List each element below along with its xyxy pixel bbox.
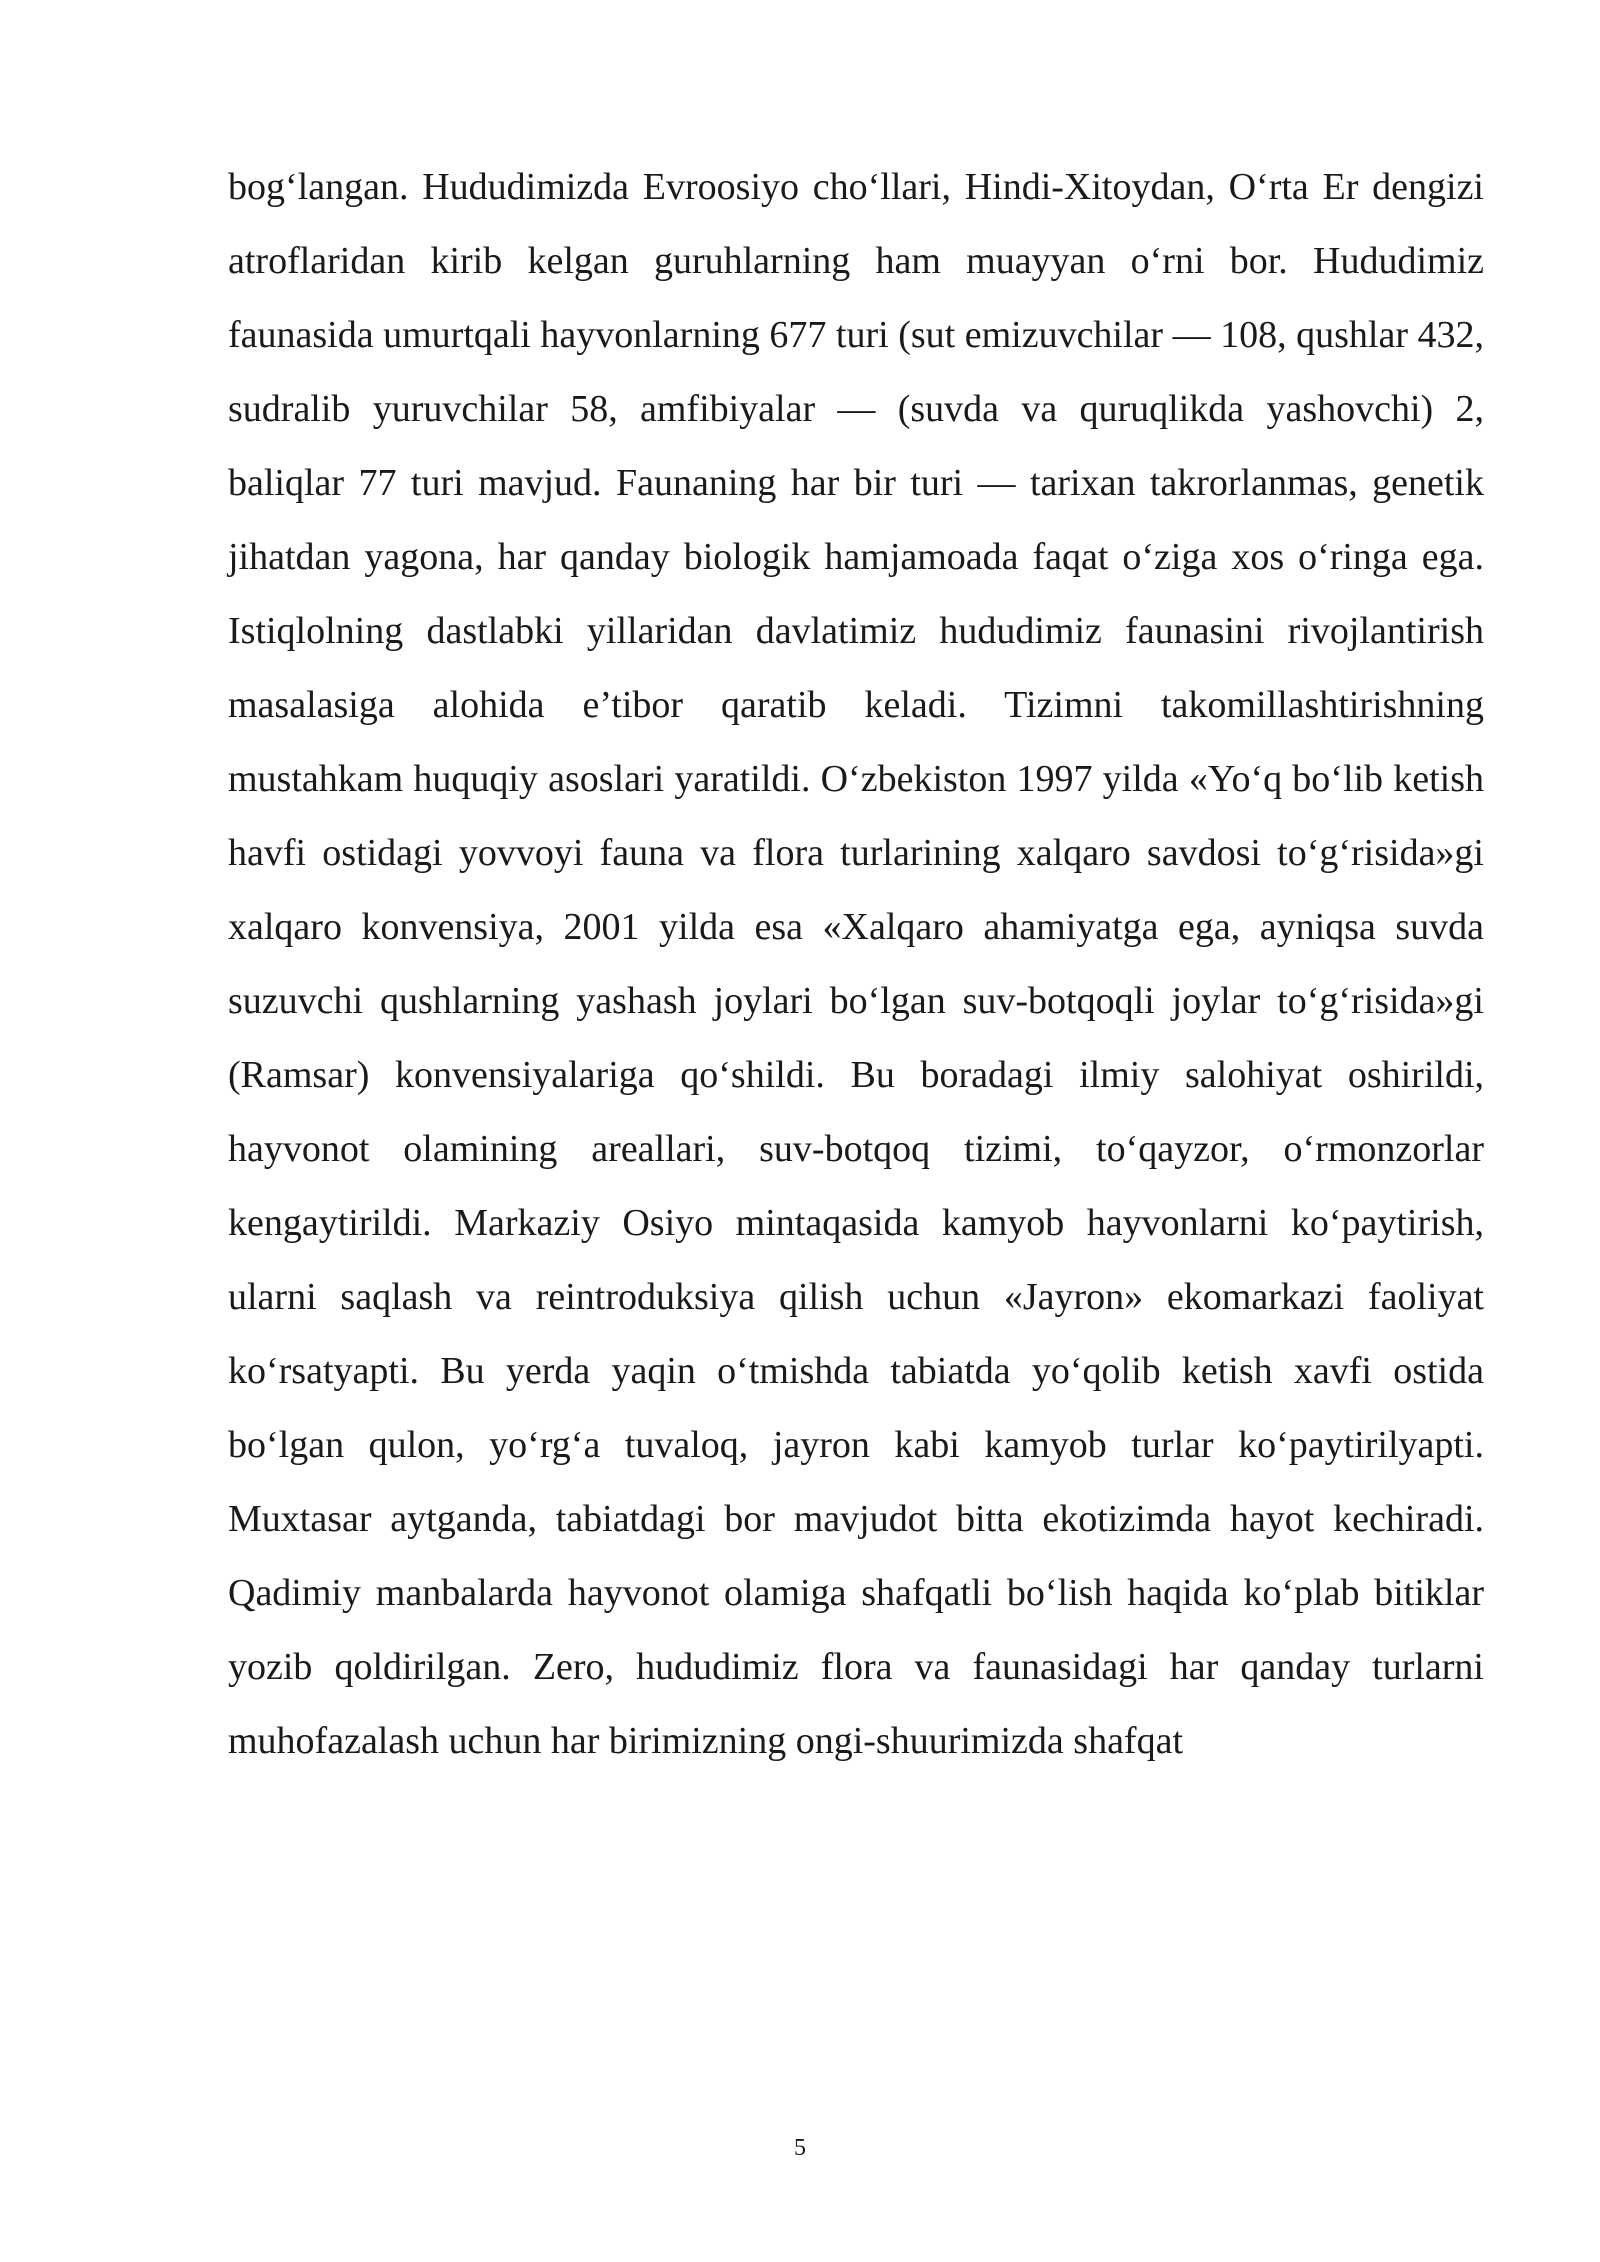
page-number: 5 <box>794 2135 806 2161</box>
body-paragraph: bog‘langan. Hududimizda Evroosiyo cho‘llari, Hindi-Xitoydan, O‘rta Er dengizi atroflaridan kirib kelgan guruhlarning ham muayyan o‘rni bor. Hududimiz faunasida umurtqali hayvonlarning 677 turi (sut emizuvchilar — 108, qushlar 432, sudralib yuruvchilar 58, amfibiyalar — (suvda va quruqlikda yashovchi) 2, baliqlar 77 turi mavjud. Faunaning har bir turi — tarixan takrorlanmas, genetik jihatdan yagona, har qanday biologik hamjamoada faqat o‘ziga xos o‘ringa ega. Istiqlolning dastlabki yillaridan davlatimiz hududimiz faunasini rivojlantirish masalasiga alohida e’tibor qaratib keladi. Tizimni takomillashtirishning mustahkam huquqiy asoslari yaratildi. O‘zbekiston 1997 yilda «Yo‘q bo‘lib ketish havfi ostidagi yovvoyi fauna va flora turlarining xalqaro savdosi to‘g‘risida»gi xalqaro konvensiya, 2001 yilda esa «Xalqaro ahamiyatga ega, ayniqsa suvda suzuvchi qushlarning yashash joylari bo‘lgan suv-botqoqli joylar to‘g‘risida»gi (Ramsar) konvensiyalariga qo‘shildi. Bu boradagi ilmiy salohiyat oshirildi, hayvonot olamining areallari, suv-botqoq tizimi, to‘qayzor, o‘rmonzorlar kengaytirildi. Markaziy Osiyo mintaqasida kamyob hayvonlarni ko‘paytirish, ularni saqlash va reintroduksiya qilish uchun «Jayron» ekomarkazi faoliyat ko‘rsatyapti. Bu yerda yaqin o‘tmishda tabiatda yo‘qolib ketish xavfi ostida bo‘lgan qulon, yo‘rg‘a tuvaloq, jayron kabi kamyob turlar ko‘paytirilyapti. Muxtasar aytganda, tabiatdagi bor mavjudot bitta ekotizimda hayot kechiradi. Qadimiy manbalarda hayvonot olamiga shafqatli bo‘lish haqida ko‘plab bitiklar yozib qoldirilgan. Zero, hududimiz flora va faunasidagi har qanday turlarni muhofazalash uchun har birimizning ongi-shuurimizda shafqat <box>228 166 1484 1762</box>
